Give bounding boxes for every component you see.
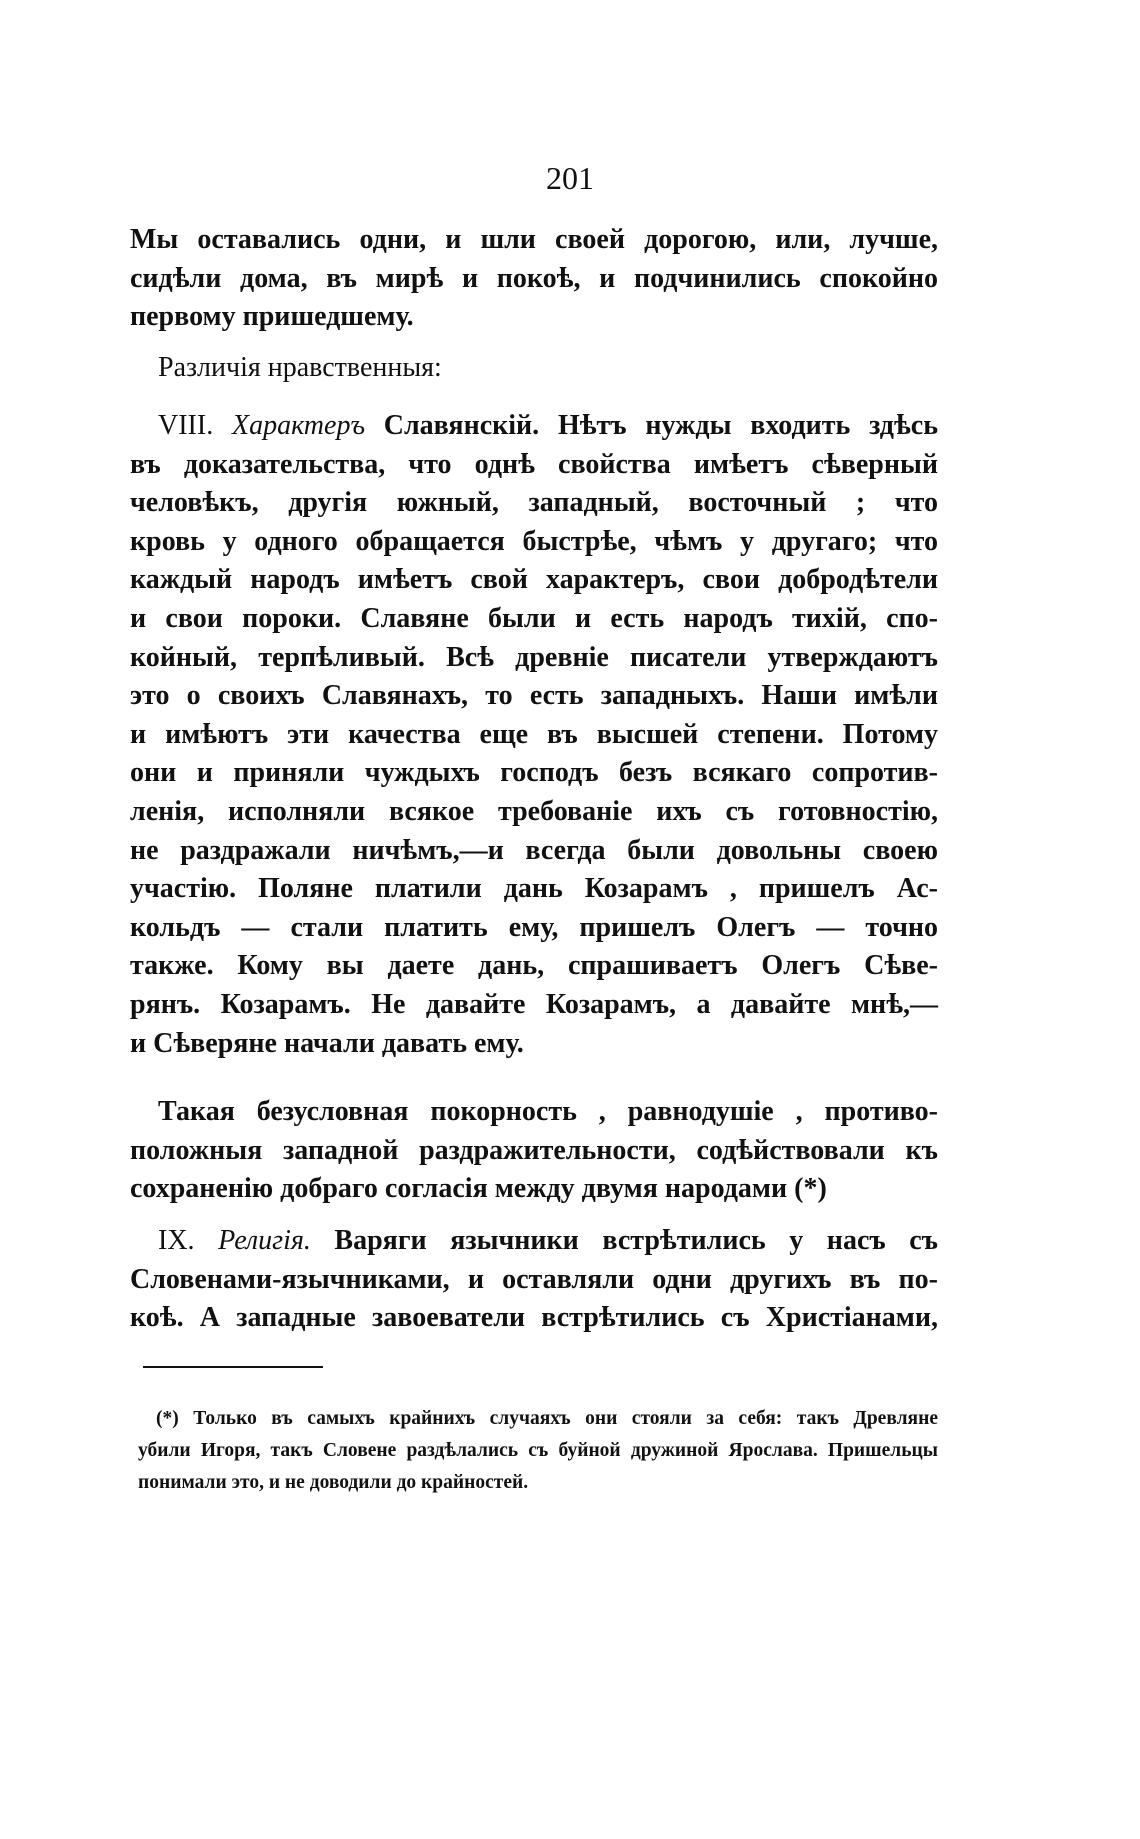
footnote-separator [143,1366,323,1368]
text-line: ленія, исполняли всякое требованіе ихъ съ готовностію, [130,795,938,827]
text-line: въ доказательства, что однѣ свойства имѣетъ сѣверный [130,448,938,480]
text-line: кольдъ — стали платить ему, пришелъ Олегъ — точно [130,911,938,943]
text-fragment: Славянскій. Нѣтъ нужды входить здѣсь [383,410,939,441]
text-line: Словенами-язычниками, и оставляли одни другихъ въ по- [130,1263,938,1295]
paragraph-religion [130,1222,938,1338]
text-line: участію. Поляне платили дань Козарамъ , пришелъ Ас- [130,873,938,905]
footnote-line: (*) Только въ самыхъ крайнихъ случаяхъ они стояли за себя: такъ Древляне [156,1408,938,1429]
text-line: рянъ. Козарамъ. Не давайте Козарамъ, а давайте мнѣ,— [130,988,938,1020]
section-title: Религія. [218,1225,311,1256]
text-line: не раздражали ничѣмъ,—и всегда были довольны своею [130,834,938,866]
text-line: койный, терпѣливый. Всѣ древніе писатели утверждаютъ [130,641,938,673]
text-line: коѣ. А западные завоеватели встрѣтились съ Христіанами, [130,1302,938,1334]
page-number: 201 [546,160,594,196]
section-title: Характеръ [231,410,365,441]
text-line: это о своихъ Славянахъ, то есть западныхъ. Наши имѣли [130,680,938,712]
text-line: они и приняли чуждыхъ господъ безъ всякаго сопротив- [130,757,938,789]
text-line: сохраненію добраго согласія между двумя народами (*) [130,1173,827,1205]
section-heading [130,349,938,388]
section-number: IX. [158,1225,195,1256]
text-line-first [130,1222,938,1261]
text-line: Такая безусловная покорность , равнодушіе , противо- [158,1096,938,1127]
footnote-line: убили Игоря, такъ Словене раздѣлались съ буйной дружиной Ярослава. Пришельцы [138,1440,938,1461]
text-line: каждый народъ имѣетъ свой характеръ, свои добродѣтели [130,564,938,596]
paragraph-submission [130,1093,938,1209]
text-line: человѣкъ, другія южный, западный, восточный ; что [130,487,938,519]
text-line: и имѣютъ эти качества еще въ высшей степени. Потому [130,718,938,750]
text-line: сидѣли дома, въ мирѣ и покоѣ, и подчинились спокойно [130,262,938,294]
text-line: Мы оставались одни, и шли своей дорогою, или, лучше, [130,224,938,255]
paragraph-1 [130,221,938,337]
section-number: VIII. [158,410,214,441]
footnote-line: понимали это, и не доводили до крайностей. [138,1472,529,1493]
text-line: и свои пороки. Славяне были и есть народъ тихій, спо- [130,602,938,634]
text-fragment: Варяги язычники встрѣтились у насъ съ [334,1225,939,1256]
footnote [138,1403,938,1499]
text-line: кровь у одного обращается быстрѣе, чѣмъ у другаго; что [130,525,938,557]
text-line: положныя западной раздражительности, содѣйствовали къ [130,1134,938,1166]
paragraph-character [130,407,938,1063]
text-line: первому пришедшему. [130,301,414,333]
text-line: и Сѣверяне начали давать ему. [130,1027,524,1059]
text-line: Различія нравственныя: [158,352,442,383]
text-line-first [130,407,938,446]
text-line: также. Кому вы даете дань, спрашиваетъ Олегъ Сѣве- [130,950,938,982]
